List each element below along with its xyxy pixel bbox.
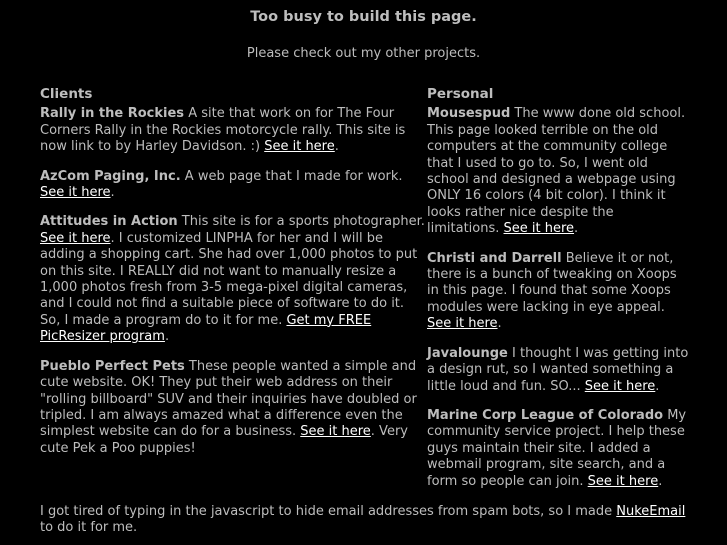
entry-after: . bbox=[658, 473, 663, 489]
entry-text: A web page that I made for work. bbox=[180, 168, 403, 184]
entry-title: Rally in the Rockies bbox=[40, 106, 185, 122]
entry-text: These people wanted a simple and cute website. OK! They put their web address on their "rolling billboard" SUV and their inquiries have doubled or tripled. I am always amazed what a difference even the simplest website can do for a business. bbox=[40, 358, 417, 440]
entry-after: . bbox=[497, 316, 502, 332]
personal-column bbox=[427, 86, 689, 503]
entry-text: Believe it or not, there is a bunch of tweaking on Xoops in this page. I found that some Xoops modules were lacking in eye appeal. bbox=[427, 250, 677, 315]
nukeemail-link[interactable]: NukeEmail bbox=[616, 504, 686, 519]
entry-after: . bbox=[655, 378, 660, 394]
entry-title: Javalounge bbox=[427, 345, 508, 361]
client-entry-pueblo bbox=[40, 359, 425, 457]
footer-after: to do it for me. bbox=[40, 520, 138, 536]
entry-title: Mousespud bbox=[427, 106, 511, 122]
personal-entry-javalounge bbox=[427, 346, 689, 395]
client-entry-attitudes bbox=[40, 214, 425, 345]
see-it-here-link[interactable]: See it here bbox=[584, 378, 656, 394]
personal-heading: Personal bbox=[427, 86, 494, 102]
see-it-here-link[interactable]: See it here bbox=[587, 473, 659, 489]
footer-text: I got tired of typing in the javascript to hide email addresses from spam bots, so I made bbox=[40, 504, 617, 519]
entry-text: . I customized LINPHA for her and I will be adding a shopping cart. She had over 1,000 photos to put on this site. I REALLY did not want to manually resize a 1,000 photos fresh from 3-5 mega-pixel digital cameras, and I could not find a suitable piece of software to do it. So, I made a program do to it for me. bbox=[40, 230, 418, 328]
entry-text: My community service project. I help these guys maintain their site. I added a webmail program, site search, and a form so people can join. bbox=[427, 407, 687, 489]
see-it-here-link[interactable]: See it here bbox=[300, 424, 371, 440]
entry-text: A site that work on for The Four Corners Rally in the Rockies motorcycle rally. This site is now link to by Harley Davidson. :) bbox=[40, 106, 406, 155]
entry-title: AzCom Paging, Inc. bbox=[40, 168, 181, 184]
personal-entry-marine bbox=[427, 408, 689, 490]
client-entry-rally bbox=[40, 106, 425, 155]
see-it-here-link[interactable]: See it here bbox=[503, 221, 575, 237]
entry-after: . bbox=[574, 221, 579, 237]
personal-entry-mousespud bbox=[427, 106, 689, 237]
see-it-here-link[interactable]: See it here bbox=[427, 316, 498, 332]
clients-column bbox=[40, 86, 425, 470]
entry-text: The www done old school. This page looked terrible on the old computers at the community college that I used to go to. So, I went old school and designed a webpage using ONLY 16 colors (4 bit color). I think it looks rather nice despite the limitations. bbox=[427, 106, 686, 237]
entry-after: . bbox=[110, 185, 115, 201]
personal-entry-christi bbox=[427, 251, 689, 333]
picresizer-link[interactable]: Get my FREE PicResizer program bbox=[40, 312, 372, 345]
entry-title: Marine Corp League of Colorado bbox=[427, 407, 664, 423]
see-it-here-link[interactable]: See it here bbox=[40, 185, 111, 201]
entry-after: . bbox=[164, 329, 170, 345]
page-title: Too busy to build this page. bbox=[250, 9, 477, 25]
entry-title: Pueblo Perfect Pets bbox=[40, 358, 185, 374]
footer-note bbox=[40, 504, 695, 537]
entry-text: This site is for a sports photographer. bbox=[177, 214, 425, 230]
entry-after: . Very cute Pek a Poo puppies! bbox=[40, 424, 408, 456]
entry-after: . bbox=[334, 139, 339, 155]
client-entry-azcom bbox=[40, 169, 425, 202]
see-it-here-link[interactable]: See it here bbox=[264, 139, 335, 155]
see-it-here-link[interactable]: See it here bbox=[40, 230, 111, 246]
entry-title: Christi and Darrell bbox=[427, 250, 562, 266]
entry-title: Attitudes in Action bbox=[40, 214, 178, 230]
entry-text: I thought I was getting into a design rut, so I wanted something a little loud and fun. SO... bbox=[427, 345, 689, 394]
clients-heading: Clients bbox=[40, 86, 93, 102]
page-subtitle: Please check out my other projects. bbox=[246, 46, 481, 61]
